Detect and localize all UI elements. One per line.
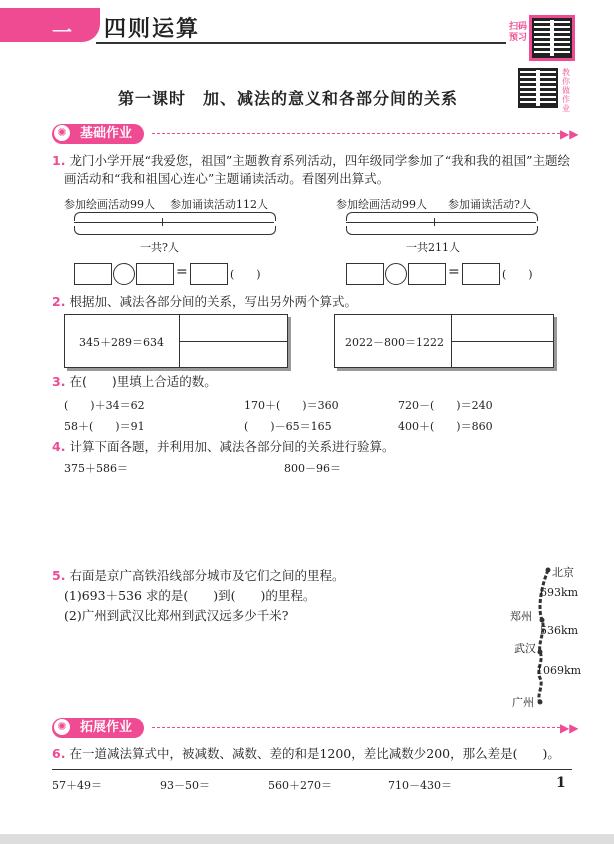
total-label: 一共211人 — [406, 241, 460, 254]
question-text: 计算下面各题，并利用加、减法各部分间的关系进行验算。 — [69, 439, 395, 454]
answer-box[interactable] — [190, 263, 228, 285]
question-3 — [52, 373, 217, 391]
segment-a — [346, 222, 434, 223]
qr-code-icon[interactable] — [518, 68, 558, 108]
lightbulb-icon: ✺ — [54, 125, 70, 141]
double-arrow-icon: ▶▶ — [560, 721, 579, 735]
city-dot — [538, 700, 543, 705]
answer-slot[interactable] — [452, 342, 552, 366]
header-rule — [96, 42, 506, 44]
question-2 — [52, 293, 357, 311]
dashed-divider — [152, 133, 560, 134]
brace-top — [74, 212, 276, 221]
side-tag: 教你做作业 — [562, 68, 570, 113]
equals-sign: = — [448, 264, 460, 280]
question-1 — [52, 152, 592, 188]
brace-top — [346, 212, 538, 221]
total-label: 一共?人 — [140, 241, 179, 254]
question-5 — [52, 567, 344, 585]
question-number: 5. — [52, 568, 66, 583]
question-text: 在( )里填上合适的数。 — [69, 374, 217, 389]
equals-sign: = — [176, 264, 188, 280]
unit-number: 一 — [52, 20, 72, 44]
section-pill — [52, 718, 144, 738]
brace-bottom — [74, 226, 276, 235]
question-number: 6. — [52, 746, 66, 761]
distance-label: 536km — [540, 624, 579, 637]
operator-circle[interactable] — [385, 263, 407, 285]
footer-calc[interactable]: 93－50＝ — [160, 779, 210, 792]
question-text: 画活动和“我和祖国心连心”主题诵读活动。看图列出算式。 — [64, 171, 390, 186]
label-recital: 参加诵读活动112人 — [170, 198, 268, 211]
question-number: 2. — [52, 294, 66, 309]
city-dot — [540, 618, 545, 623]
city-dot — [538, 650, 543, 655]
fill-item[interactable]: 58＋( )＝91 — [64, 420, 145, 433]
distance-label: 693km — [540, 586, 579, 599]
formula-box-right — [334, 314, 554, 368]
label-drawing: 参加绘画活动99人 — [64, 198, 155, 211]
answer-box[interactable] — [408, 263, 446, 285]
label-drawing: 参加绘画活动99人 — [336, 198, 427, 211]
answer-slot[interactable] — [452, 316, 552, 340]
dashed-divider — [152, 727, 560, 728]
question-6 — [52, 745, 560, 763]
section-title: 拓展作业 — [80, 720, 133, 735]
question-text: 龙门小学开展“我爱您，祖国”主题教育系列活动，四年级同学参加了“我和我的祖国”主题绘 — [69, 153, 571, 168]
fill-item[interactable]: 400＋( )＝860 — [398, 420, 493, 433]
sub-question-2[interactable]: (2)广州到武汉比郑州到武汉远多少千米? — [64, 608, 289, 623]
footer-calc[interactable]: 710－430＝ — [388, 779, 452, 792]
section-pill — [52, 124, 144, 144]
question-4 — [52, 438, 394, 456]
unit-title: 四则运算 — [104, 17, 201, 42]
answer-box[interactable] — [346, 263, 384, 285]
question-number: 1. — [52, 153, 66, 168]
fill-item[interactable]: ( )－65＝165 — [244, 420, 332, 433]
given-formula: 2022－800＝1222 — [345, 336, 444, 349]
unit-tab — [0, 8, 100, 42]
footer-calc[interactable]: 57＋49＝ — [52, 779, 102, 792]
label-recital: 参加诵读活动?人 — [448, 198, 531, 211]
city-beijing: 北京 — [552, 566, 574, 579]
fill-item[interactable]: 720－( )＝240 — [398, 399, 493, 412]
section-title: 基础作业 — [80, 126, 133, 141]
question-number: 3. — [52, 374, 66, 389]
section-banner-extend — [52, 718, 579, 738]
section-banner-basic — [52, 124, 579, 144]
page-number: 1 — [556, 775, 566, 791]
answer-box[interactable] — [462, 263, 500, 285]
answer-slot[interactable] — [180, 316, 286, 340]
calc-item[interactable]: 375＋586＝ — [64, 462, 128, 475]
city-guangzhou: 广州 — [512, 696, 534, 709]
question-text: 右面是京广高铁沿线部分城市及它们之间的里程。 — [69, 568, 345, 583]
lesson-title: 第一课时 加、减法的意义和各部分间的关系 — [118, 89, 459, 108]
qr-code-icon[interactable] — [532, 18, 572, 58]
fill-item[interactable]: 170＋( )＝360 — [244, 399, 339, 412]
distance-label: 1069km — [536, 664, 582, 677]
unit-paren[interactable]: ( ) — [230, 268, 261, 281]
calc-item[interactable]: 800－96＝ — [284, 462, 341, 475]
city-wuhan: 武汉 — [514, 642, 536, 655]
formula-box-left — [64, 314, 288, 368]
answer-slot[interactable] — [180, 342, 286, 366]
page-bottom-edge — [0, 834, 614, 844]
double-arrow-icon: ▶▶ — [560, 127, 579, 141]
answer-box[interactable] — [136, 263, 174, 285]
operator-circle[interactable] — [113, 263, 135, 285]
sub-question-1[interactable]: (1)693＋536 求的是( )到( )的里程。 — [64, 588, 316, 603]
footer-rule — [52, 769, 572, 770]
fill-item[interactable]: ( )＋34＝62 — [64, 399, 145, 412]
city-zhengzhou: 郑州 — [510, 610, 532, 623]
answer-box[interactable] — [74, 263, 112, 285]
segment-b — [162, 222, 274, 223]
question-text: 根据加、减法各部分间的关系，写出另外两个算式。 — [69, 294, 357, 309]
question-number: 4. — [52, 439, 66, 454]
footer-calc[interactable]: 560＋270＝ — [268, 779, 332, 792]
lightbulb-icon: ✺ — [54, 719, 70, 735]
given-formula: 345＋289＝634 — [79, 336, 164, 349]
brace-bottom — [346, 226, 538, 235]
scan-label: 扫码预习 — [508, 22, 527, 43]
unit-paren[interactable]: ( ) — [502, 268, 533, 281]
city-dot — [546, 568, 551, 573]
segment-a — [74, 222, 162, 223]
question-text: 在一道减法算式中，被减数、减数、差的和是1200，差比减数少200，那么差是( )。 — [69, 746, 560, 761]
segment-b — [434, 222, 536, 223]
